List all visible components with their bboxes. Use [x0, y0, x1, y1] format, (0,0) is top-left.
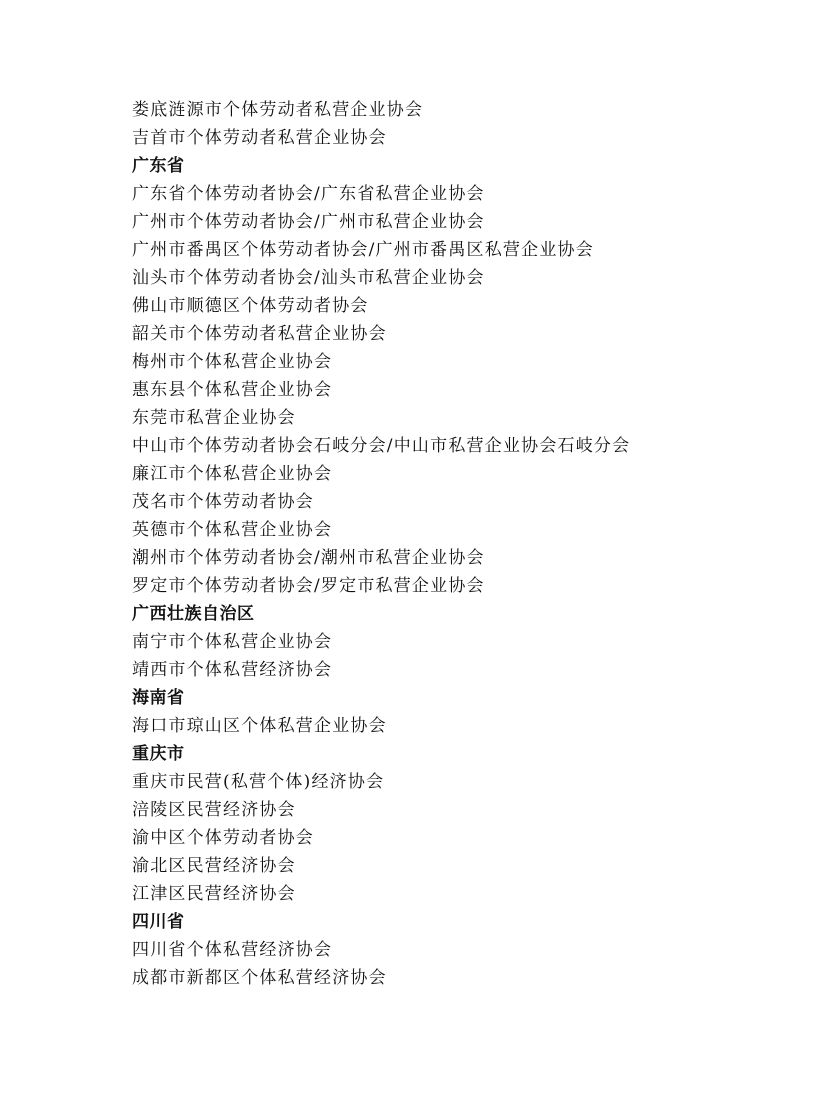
- organization-name: 成都市新都区个体私营经济协会: [132, 968, 387, 988]
- organization-name: 中山市个体劳动者协会石岐分会/中山市私营企业协会石岐分会: [132, 436, 631, 456]
- province-heading: 四川省: [132, 912, 185, 932]
- organization-name: 海口市琼山区个体私营企业协会: [132, 716, 387, 736]
- organization-name: 廉江市个体私营企业协会: [132, 464, 333, 484]
- organization-name: 广州市个体劳动者协会/广州市私营企业协会: [132, 212, 485, 232]
- organization-name: 四川省个体私营经济协会: [132, 940, 333, 960]
- organization-name: 渝北区民营经济协会: [132, 856, 296, 876]
- organization-name: 涪陵区民营经济协会: [132, 800, 296, 820]
- organization-name: 汕头市个体劳动者协会/汕头市私营企业协会: [132, 268, 485, 288]
- organization-name: 娄底涟源市个体劳动者私营企业协会: [132, 100, 424, 120]
- organization-name: 惠东县个体私营企业协会: [132, 380, 333, 400]
- organization-list: [132, 96, 630, 992]
- organization-name: 佛山市顺德区个体劳动者协会: [132, 296, 369, 316]
- organization-name: 广州市番禺区个体劳动者协会/广州市番禺区私营企业协会: [132, 240, 594, 260]
- province-heading: 重庆市: [132, 744, 185, 764]
- organization-name: 罗定市个体劳动者协会/罗定市私营企业协会: [132, 576, 485, 596]
- organization-name: 渝中区个体劳动者协会: [132, 828, 314, 848]
- province-heading: 广西壮族自治区: [132, 604, 255, 624]
- organization-name: 茂名市个体劳动者协会: [132, 492, 314, 512]
- organization-name: 潮州市个体劳动者协会/潮州市私营企业协会: [132, 548, 485, 568]
- organization-name: 广东省个体劳动者协会/广东省私营企业协会: [132, 184, 485, 204]
- organization-name: 英德市个体私营企业协会: [132, 520, 333, 540]
- organization-name: 重庆市民营(私营个体)经济协会: [132, 772, 385, 792]
- organization-name: 南宁市个体私营企业协会: [132, 632, 333, 652]
- organization-name: 东莞市私营企业协会: [132, 408, 296, 428]
- organization-name: 韶关市个体劳动者私营企业协会: [132, 324, 387, 344]
- organization-name: 梅州市个体私营企业协会: [132, 352, 333, 372]
- organization-name: 靖西市个体私营经济协会: [132, 660, 333, 680]
- province-heading: 广东省: [132, 156, 185, 176]
- organization-name: 吉首市个体劳动者私营企业协会: [132, 128, 387, 148]
- province-heading: 海南省: [132, 688, 185, 708]
- organization-name: 江津区民营经济协会: [132, 884, 296, 904]
